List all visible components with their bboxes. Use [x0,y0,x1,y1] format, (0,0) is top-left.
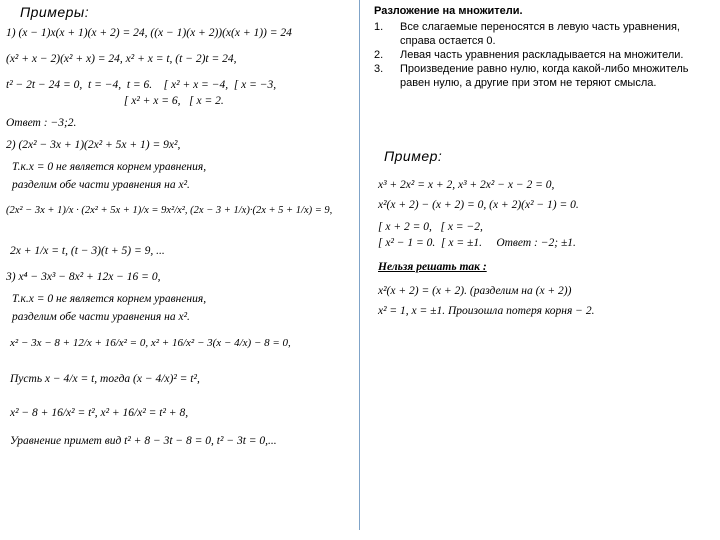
example-3-result: Уравнение примет вид t² + 8 − 3t − 8 = 0, t² − 3t = 0,... [10,435,277,447]
example-3-note-1: Т.к.x = 0 не является корнем уравнения, [12,293,207,305]
warning-heading: Нельзя решать так : [378,261,487,273]
example-2-note-2: разделим обе части уравнения на x². [12,179,190,191]
example-1-system: [ x² + x = 6, [ x = 2. [6,95,224,107]
example-heading: Пример: [384,148,443,164]
example-3-note-2: разделим обе части уравнения на x². [12,311,190,323]
rule-number: 2. [374,49,384,61]
rule-text: Произведение равно нулю, когда какой-либо множитель равен нулю, а другие при этом не теряют смысла. [400,63,689,89]
rule-text: Левая часть уравнения раскладывается на множители. [400,49,684,61]
rule-item [374,20,704,48]
rule-number: 3. [374,63,384,75]
example-2-division: (2x² − 3x + 1)/x · (2x² + 5x + 1)/x = 9x²/x², (2x − 3 + 1/x)·(2x + 5 + 1/x) = 9, [6,205,333,216]
wrong-division: x²(x + 2) = (x + 2). (разделим на (x + 2)) [378,285,572,297]
examples-heading: Примеры: [20,4,90,20]
root-loss-note: x² = 1, x = ±1. Произошла потеря корня − 2. [378,305,595,317]
example-system-2: [ x² − 1 = 0. [ x = ±1. Ответ : −2; ±1. [378,237,576,249]
factoring-rules [374,20,704,90]
right-column [368,0,713,540]
example-3-square: x² − 8 + 16/x² = t², x² + 16/x² = t² + 8, [10,407,189,419]
left-column [0,0,355,540]
example-1-quadratic: t² − 2t − 24 = 0, t = −4, t = 6. [ x² + x = −4, [ x = −3, [6,79,277,91]
rule-item [374,62,704,90]
factoring-title: Разложение на множители. [374,5,523,17]
example-3-substitution: Пусть x − 4/x = t, тогда (x − 4/x)² = t², [10,373,200,385]
example-2-note-1: Т.к.x = 0 не является корнем уравнения, [12,161,207,173]
rule-item [374,48,704,62]
example-equation: x³ + 2x² = x + 2, x³ + 2x² − x − 2 = 0, [378,179,555,191]
example-factored: x²(x + 2) − (x + 2) = 0, (x + 2)(x² − 1) = 0. [378,199,579,211]
example-3-division: x² − 3x − 8 + 12/x + 16/x² = 0, x² + 16/x² − 3(x − 4/x) − 8 = 0, [10,337,291,349]
example-2-equation: 2) (2x² − 3x + 1)(2x² + 5x + 1) = 9x², [6,139,181,151]
example-2-substitution: 2x + 1/x = t, (t − 3)(t + 5) = 9, ... [10,245,165,257]
rule-text: Все слагаемые переносятся в левую часть уравнения, справа остается 0. [400,21,680,47]
example-system-1: [ x + 2 = 0, [ x = −2, [378,221,483,233]
column-divider [359,0,360,530]
example-1-equation: 1) (x − 1)x(x + 1)(x + 2) = 24, ((x − 1)(x + 2))(x(x + 1)) = 24 [6,27,292,39]
example-1-answer: Ответ : −3;2. [6,117,77,129]
rule-number: 1. [374,21,384,33]
example-1-substitution: (x² + x − 2)(x² + x) = 24, x² + x = t, (t − 2)t = 24, [6,53,237,65]
example-3-equation: 3) x⁴ − 3x³ − 8x² + 12x − 16 = 0, [6,271,161,283]
